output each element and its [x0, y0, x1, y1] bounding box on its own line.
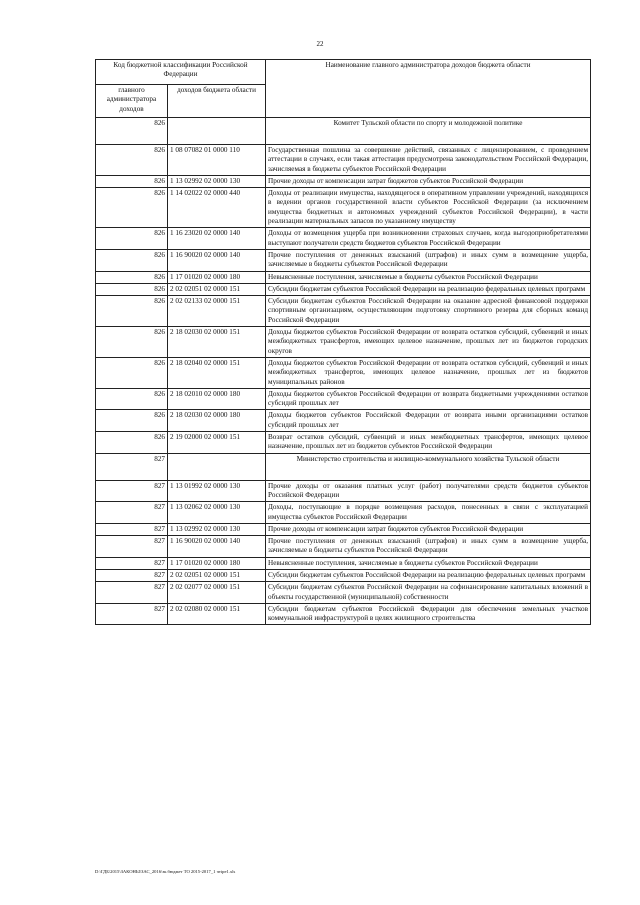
revenue-name: Субсидии бюджетам субъектов Российской Федерации на оказание адресной финансовой поддержки спортивным организациям, осуществляющим подготовку спортивного резерва для сборных команд Российской Федерации [266, 296, 591, 327]
table-header-row [96, 60, 591, 85]
section-title: Министерство строительства и жилищно-коммунального хозяйства Тульской области [266, 453, 591, 480]
admin-code: 827 [96, 582, 168, 604]
revenue-name: Прочие доходы от компенсации затрат бюджетов субъектов Российской Федерации [266, 523, 591, 535]
revenue-name: Прочие поступления от денежных взысканий (штрафов) и иных сумм в возмещение ущерба, зачисляемые в бюджеты субъектов Российской Федерации [266, 249, 591, 271]
revenue-name: Субсидии бюджетам субъектов Российской Федерации на реализацию федеральных целевых программ [266, 283, 591, 295]
admin-code: 826 [96, 145, 168, 176]
revenue-name: Субсидии бюджетам субъектов Российской Федерации для обеспечения земельных участков коммунальной инфраструктурой в целях жилищного строительства [266, 603, 591, 625]
admin-code: 826 [96, 327, 168, 358]
revenue-name: Доходы от возмещения ущерба при возникновении страховых случаев, когда выгодоприобретателями выступают получатели средств бюджетов субъектов Российской Федерации [266, 228, 591, 250]
revenue-code: 1 17 01020 02 0000 180 [168, 271, 266, 283]
revenue-code [168, 453, 266, 480]
table-row [96, 327, 591, 358]
revenue-name: Доходы бюджетов субъектов Российской Федерации от возврата остатков субсидий, субвенций и иных межбюджетных трансфертов, имеющих целевое назначение, прошлых лет из бюджетов городских округов [266, 327, 591, 358]
revenue-code: 1 13 01992 02 0000 130 [168, 480, 266, 502]
admin-code: 827 [96, 453, 168, 480]
admin-code: 826 [96, 432, 168, 454]
revenue-code: 2 02 02080 02 0000 151 [168, 603, 266, 625]
table-row [96, 569, 591, 581]
revenue-name: Прочие доходы от компенсации затрат бюджетов субъектов Российской Федерации [266, 175, 591, 187]
table-row [96, 296, 591, 327]
admin-code: 827 [96, 603, 168, 625]
revenue-name: Субсидии бюджетам субъектов Российской Федерации на софинансирование капитальных вложений в объекты государственной (муниципальной) собственности [266, 582, 591, 604]
revenue-code: 1 13 02062 02 0000 130 [168, 502, 266, 524]
revenue-name: Государственная пошлина за совершение действий, связанных с лицензированием, с проведением аттестации в случаях, если такая аттестация предусмотрена законодательством Российской Федерации, зачисляемая в бюджеты субъектов Российской Федерации [266, 145, 591, 176]
table-row [96, 271, 591, 283]
section-title: Комитет Тульской области по спорту и молодежной политике [266, 118, 591, 145]
revenue-code: 2 18 02030 02 0000 151 [168, 327, 266, 358]
header-budget-classification: Код бюджетной классификации Российской Федерации [96, 60, 266, 85]
revenue-code: 2 19 02000 02 0000 151 [168, 432, 266, 454]
table-row [96, 410, 591, 432]
admin-code: 827 [96, 502, 168, 524]
admin-code: 826 [96, 271, 168, 283]
revenue-code: 1 16 90020 02 0000 140 [168, 249, 266, 271]
header-revenue-code: доходов бюджета области [168, 85, 266, 118]
table-row [96, 228, 591, 250]
table-row [96, 502, 591, 524]
revenue-code: 1 13 02992 02 0000 130 [168, 523, 266, 535]
revenue-code [168, 118, 266, 145]
table-row [96, 145, 591, 176]
admin-code: 826 [96, 228, 168, 250]
table-row [96, 536, 591, 558]
revenue-code: 1 16 90020 02 0000 140 [168, 536, 266, 558]
header-administrator-name: Наименование главного администратора доходов бюджета области [266, 60, 591, 118]
admin-code: 827 [96, 480, 168, 502]
revenue-name: Доходы бюджетов субъектов Российской Федерации от возврата иными организациями остатков субсидий прошлых лет [266, 410, 591, 432]
section-row [96, 118, 591, 145]
revenue-name: Доходы бюджетов субъектов Российской Федерации от возврата бюджетными учреждениями остатков субсидий прошлых лет [266, 388, 591, 410]
admin-code: 826 [96, 175, 168, 187]
revenue-code: 2 18 02040 02 0000 151 [168, 357, 266, 388]
table-row [96, 175, 591, 187]
admin-code: 827 [96, 557, 168, 569]
revenue-name: Прочие поступления от денежных взысканий (штрафов) и иных сумм в возмещение ущерба, зачисляемые в бюджеты субъектов Российской Федерации [266, 536, 591, 558]
revenue-name: Доходы, поступающие в порядке возмещения расходов, понесенных в связи с эксплуатацией имущества субъектов Российской Федерации [266, 502, 591, 524]
table-row [96, 357, 591, 388]
table-row [96, 432, 591, 454]
revenue-name: Возврат остатков субсидий, субвенций и иных межбюджетных трансфертов, имеющих целевое назначение, прошлых лет из бюджетов субъектов Российской Федерации [266, 432, 591, 454]
section-row [96, 453, 591, 480]
revenue-name: Субсидии бюджетам субъектов Российской Федерации на реализацию федеральных целевых программ [266, 569, 591, 581]
table-row [96, 249, 591, 271]
table-row [96, 557, 591, 569]
revenue-code: 1 08 07082 01 0000 110 [168, 145, 266, 176]
table-row [96, 283, 591, 295]
revenue-code: 2 02 02051 02 0000 151 [168, 283, 266, 295]
admin-code: 826 [96, 118, 168, 145]
revenue-code: 2 02 02051 02 0000 151 [168, 569, 266, 581]
revenue-name: Доходы от реализации имущества, находящегося в оперативном управлении учреждений, находящихся в ведении органов государственной власти субъектов Российской Федерации (за исключением имущества бюджетных и автономных учреждений субъектов Российской Федерации), в части реализации материальных запасов по указанному имуществу [266, 188, 591, 228]
page-number: 22 [316, 40, 324, 48]
revenue-code: 1 14 02022 02 0000 440 [168, 188, 266, 228]
revenue-code: 1 17 01020 02 0000 180 [168, 557, 266, 569]
revenue-code: 1 16 23020 02 0000 140 [168, 228, 266, 250]
revenue-name: Невыясненные поступления, зачисляемые в бюджеты субъектов Российской Федерации [266, 271, 591, 283]
admin-code: 826 [96, 296, 168, 327]
table-row [96, 523, 591, 535]
admin-code: 827 [96, 523, 168, 535]
admin-code: 826 [96, 249, 168, 271]
revenue-administrators-table [95, 59, 591, 625]
revenue-code: 1 13 02992 02 0000 130 [168, 175, 266, 187]
table-row [96, 188, 591, 228]
revenue-code: 2 02 02077 02 0000 151 [168, 582, 266, 604]
admin-code: 826 [96, 357, 168, 388]
revenue-name: Прочие доходы от оказания платных услуг (работ) получателями средств бюджетов субъектов Российской Федерации [266, 480, 591, 502]
admin-code: 826 [96, 188, 168, 228]
admin-code: 826 [96, 283, 168, 295]
admin-code: 826 [96, 388, 168, 410]
revenue-code: 2 18 02010 02 0000 180 [168, 388, 266, 410]
table-body [96, 118, 591, 625]
table-row [96, 603, 591, 625]
table-row [96, 388, 591, 410]
admin-code: 827 [96, 569, 168, 581]
revenue-name: Доходы бюджетов субъектов Российской Федерации от возврата остатков субсидий, субвенций и иных межбюджетных трансфертов, имеющих целевое назначение, прошлых лет из бюджетов муниципальных районов [266, 357, 591, 388]
table-row [96, 480, 591, 502]
revenue-code: 2 02 02133 02 0000 151 [168, 296, 266, 327]
table-row [96, 582, 591, 604]
revenue-code: 2 18 02030 02 0000 180 [168, 410, 266, 432]
admin-code: 826 [96, 410, 168, 432]
header-main-administrator: главного администратора доходов [96, 85, 168, 118]
revenue-name: Невыясненные поступления, зачисляемые в бюджеты субъектов Российской Федерации [266, 557, 591, 569]
footer-file-path: D:\ГДБ\2015\ЗАКОНЫ\ЗАС_2016\зк.бюджет ТО 2015-2017_1 чтіре1.xls [95, 869, 236, 874]
admin-code: 827 [96, 536, 168, 558]
